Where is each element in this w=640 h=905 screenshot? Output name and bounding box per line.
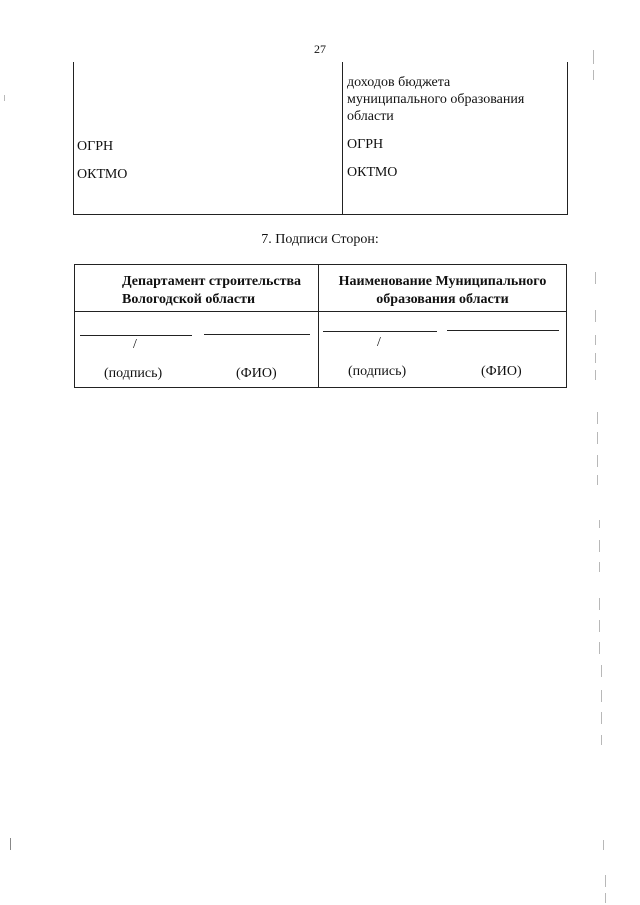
scan-mark bbox=[605, 893, 606, 903]
scan-mark bbox=[595, 353, 596, 363]
scan-mark bbox=[593, 70, 594, 80]
scan-mark bbox=[597, 412, 598, 424]
right-signature-caption: (подпись) bbox=[348, 364, 407, 379]
scan-mark bbox=[601, 735, 602, 745]
scan-mark bbox=[601, 665, 602, 677]
scan-mark bbox=[597, 432, 598, 444]
left-party-header bbox=[100, 273, 340, 309]
scan-mark bbox=[599, 598, 600, 610]
scan-mark bbox=[603, 840, 604, 850]
left-separator: / bbox=[133, 337, 137, 352]
scan-mark bbox=[595, 370, 596, 380]
left-party-header-line-1: Департамент строительства bbox=[122, 274, 302, 289]
right-name-line bbox=[447, 330, 559, 331]
scan-mark bbox=[595, 335, 596, 345]
right-party-header-line-2: образования области bbox=[376, 292, 509, 307]
left-oktmo-label: ОКТМО bbox=[77, 167, 128, 182]
scan-mark bbox=[605, 875, 606, 887]
left-signature-caption: (подпись) bbox=[104, 366, 163, 381]
right-name-caption: (ФИО) bbox=[481, 364, 522, 379]
right-col-continued-3: области bbox=[347, 109, 394, 124]
scan-mark bbox=[10, 838, 11, 850]
left-name-line bbox=[204, 334, 310, 335]
right-oktmo-label: ОКТМО bbox=[347, 165, 398, 180]
signatures-table-header-rule bbox=[74, 311, 567, 312]
right-signature-line bbox=[323, 331, 437, 332]
left-ogrn-label: ОГРН bbox=[77, 139, 114, 154]
scan-mark bbox=[595, 272, 596, 284]
right-ogrn-label: ОГРН bbox=[347, 137, 384, 152]
details-table bbox=[73, 62, 568, 215]
scan-mark bbox=[599, 620, 600, 632]
scan-mark bbox=[601, 712, 602, 724]
scan-mark bbox=[601, 690, 602, 702]
section-title: 7. Подписи Сторон: bbox=[261, 232, 379, 247]
right-col-continued-2: муниципального образования bbox=[347, 92, 525, 107]
left-party-header-line-2: Вологодской области bbox=[122, 292, 256, 307]
scan-mark bbox=[597, 475, 598, 485]
scan-mark bbox=[597, 455, 598, 467]
details-table-divider bbox=[342, 62, 343, 214]
right-party-header-line-1: Наименование Муниципального bbox=[338, 274, 547, 289]
page-number: 27 bbox=[314, 42, 326, 56]
right-party-header bbox=[318, 273, 567, 309]
left-name-caption: (ФИО) bbox=[236, 366, 277, 381]
scan-mark bbox=[599, 562, 600, 572]
scan-mark bbox=[593, 50, 594, 64]
scan-mark bbox=[595, 310, 596, 322]
scan-mark bbox=[4, 95, 5, 101]
scan-mark bbox=[599, 540, 600, 552]
scan-mark bbox=[599, 520, 600, 528]
scan-mark bbox=[599, 642, 600, 654]
left-signature-line bbox=[80, 335, 192, 336]
right-col-continued-1: доходов бюджета bbox=[347, 75, 451, 90]
right-separator: / bbox=[377, 335, 381, 350]
